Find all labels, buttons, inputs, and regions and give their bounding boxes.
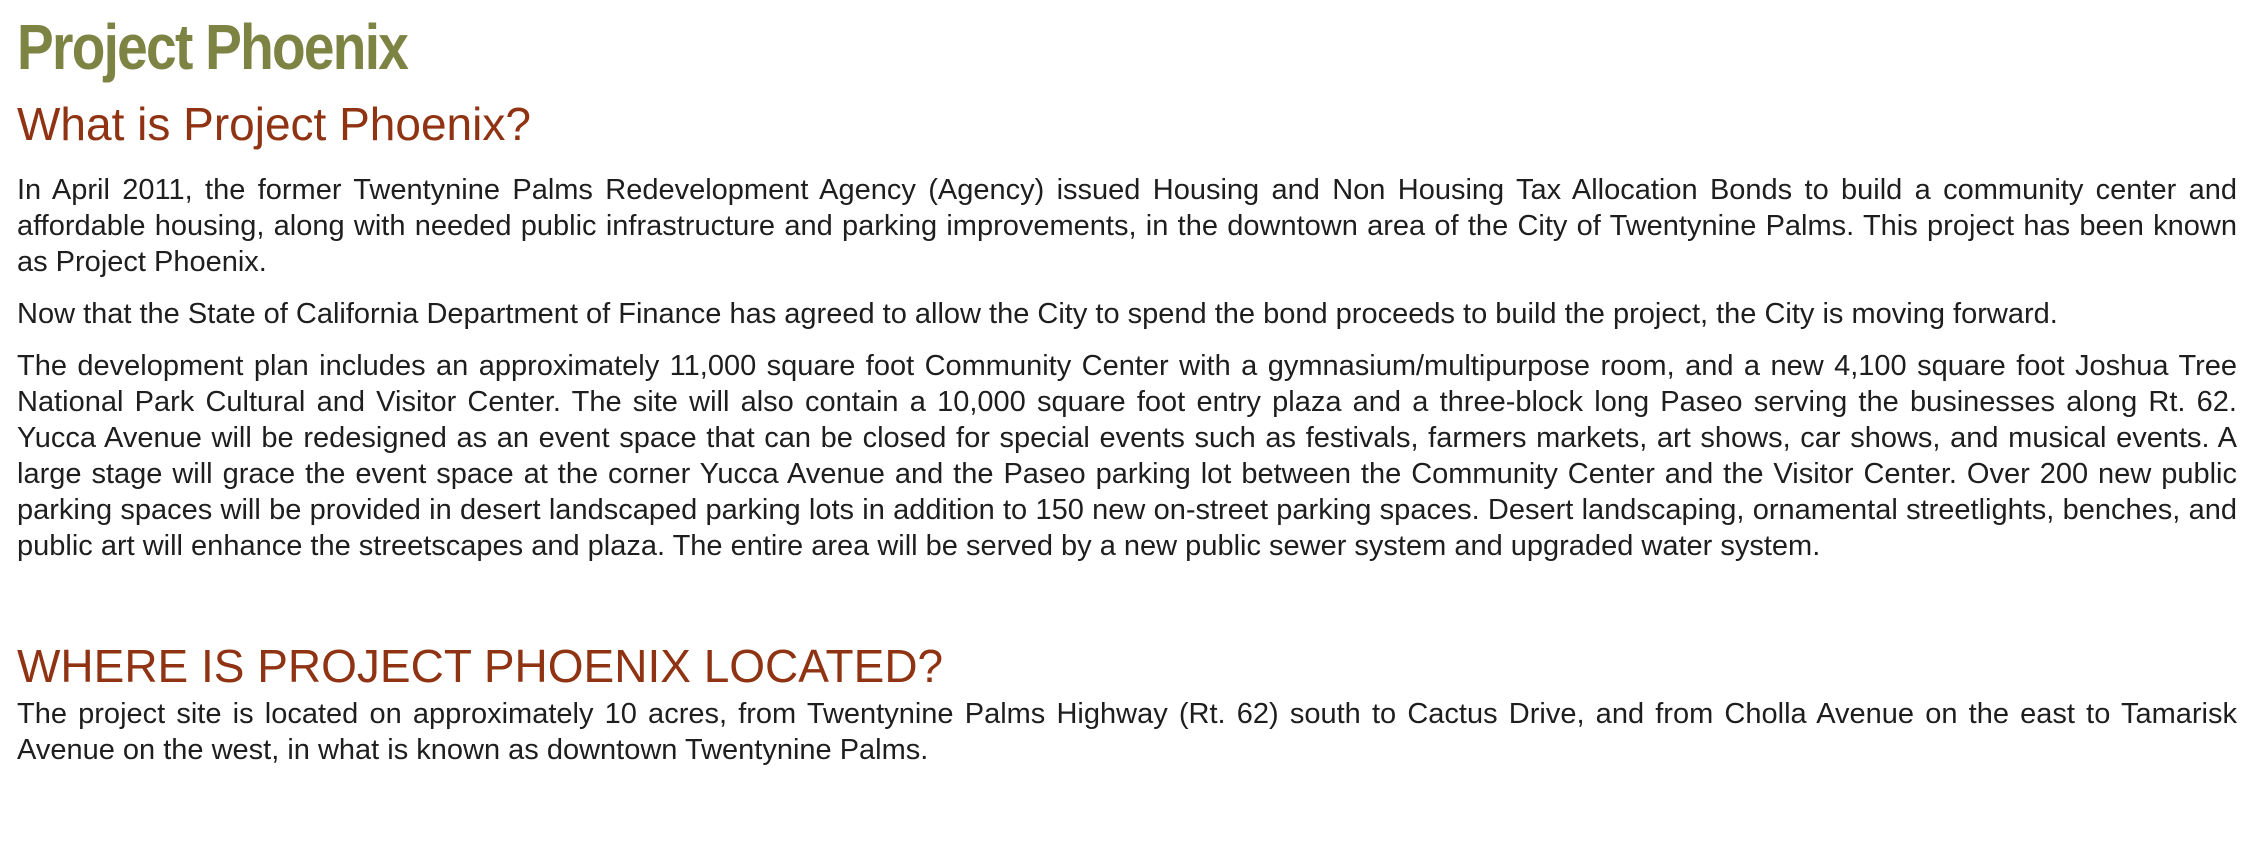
- section-location: [17, 640, 2237, 768]
- paragraph-moving-forward: Now that the State of California Department of Finance has agreed to allow the City to spend the bond proceeds to build the project, the City is moving forward.: [17, 298, 2058, 330]
- section-heading-what-is: What is Project Phoenix?: [17, 98, 531, 150]
- paragraph-bonds: In April 2011, the former Twentynine Palms Redevelopment Agency (Agency) issued Housing and Non Housing Tax Allocation Bonds to build a community center and affordable housing, along with needed public infrastructure and parking improvements, in the downtown area of the City of Twentynine Palms. This project has been known as Project Phoenix.: [17, 174, 2237, 278]
- document-page: [17, 0, 2237, 768]
- paragraph-location: The project site is located on approximately 10 acres, from Twentynine Palms Highway (Rt. 62) south to Cactus Drive, and from Cholla Avenue on the east to Tamarisk Avenue on the west, in what is known as downtown Twentynine Palms.: [17, 698, 2237, 766]
- section-heading-location: WHERE IS PROJECT PHOENIX LOCATED?: [17, 640, 944, 692]
- paragraph-development-plan: The development plan includes an approximately 11,000 square foot Community Center with a gymnasium/multipurpose room, and a new 4,100 square foot Joshua Tree National Park Cultural and Visitor Center. The site will also contain a 10,000 square foot entry plaza and a three-block long Paseo serving the businesses along Rt. 62. Yucca Avenue will be redesigned as an event space that can be closed for special events such as festivals, farmers markets, art shows, car shows, and musical events. A large stage will grace the event space at the corner Yucca Avenue and the Paseo parking lot between the Community Center and the Visitor Center. Over 200 new public parking spaces will be provided in desert landscaped parking lots in addition to 150 new on-street parking spaces. Desert landscaping, ornamental streetlights, benches, and public art will enhance the streetscapes and plaza. The entire area will be served by a new public sewer system and upgraded water system.: [17, 350, 2237, 562]
- section-what-is: [17, 98, 2237, 564]
- page-title: Project Phoenix: [17, 11, 408, 83]
